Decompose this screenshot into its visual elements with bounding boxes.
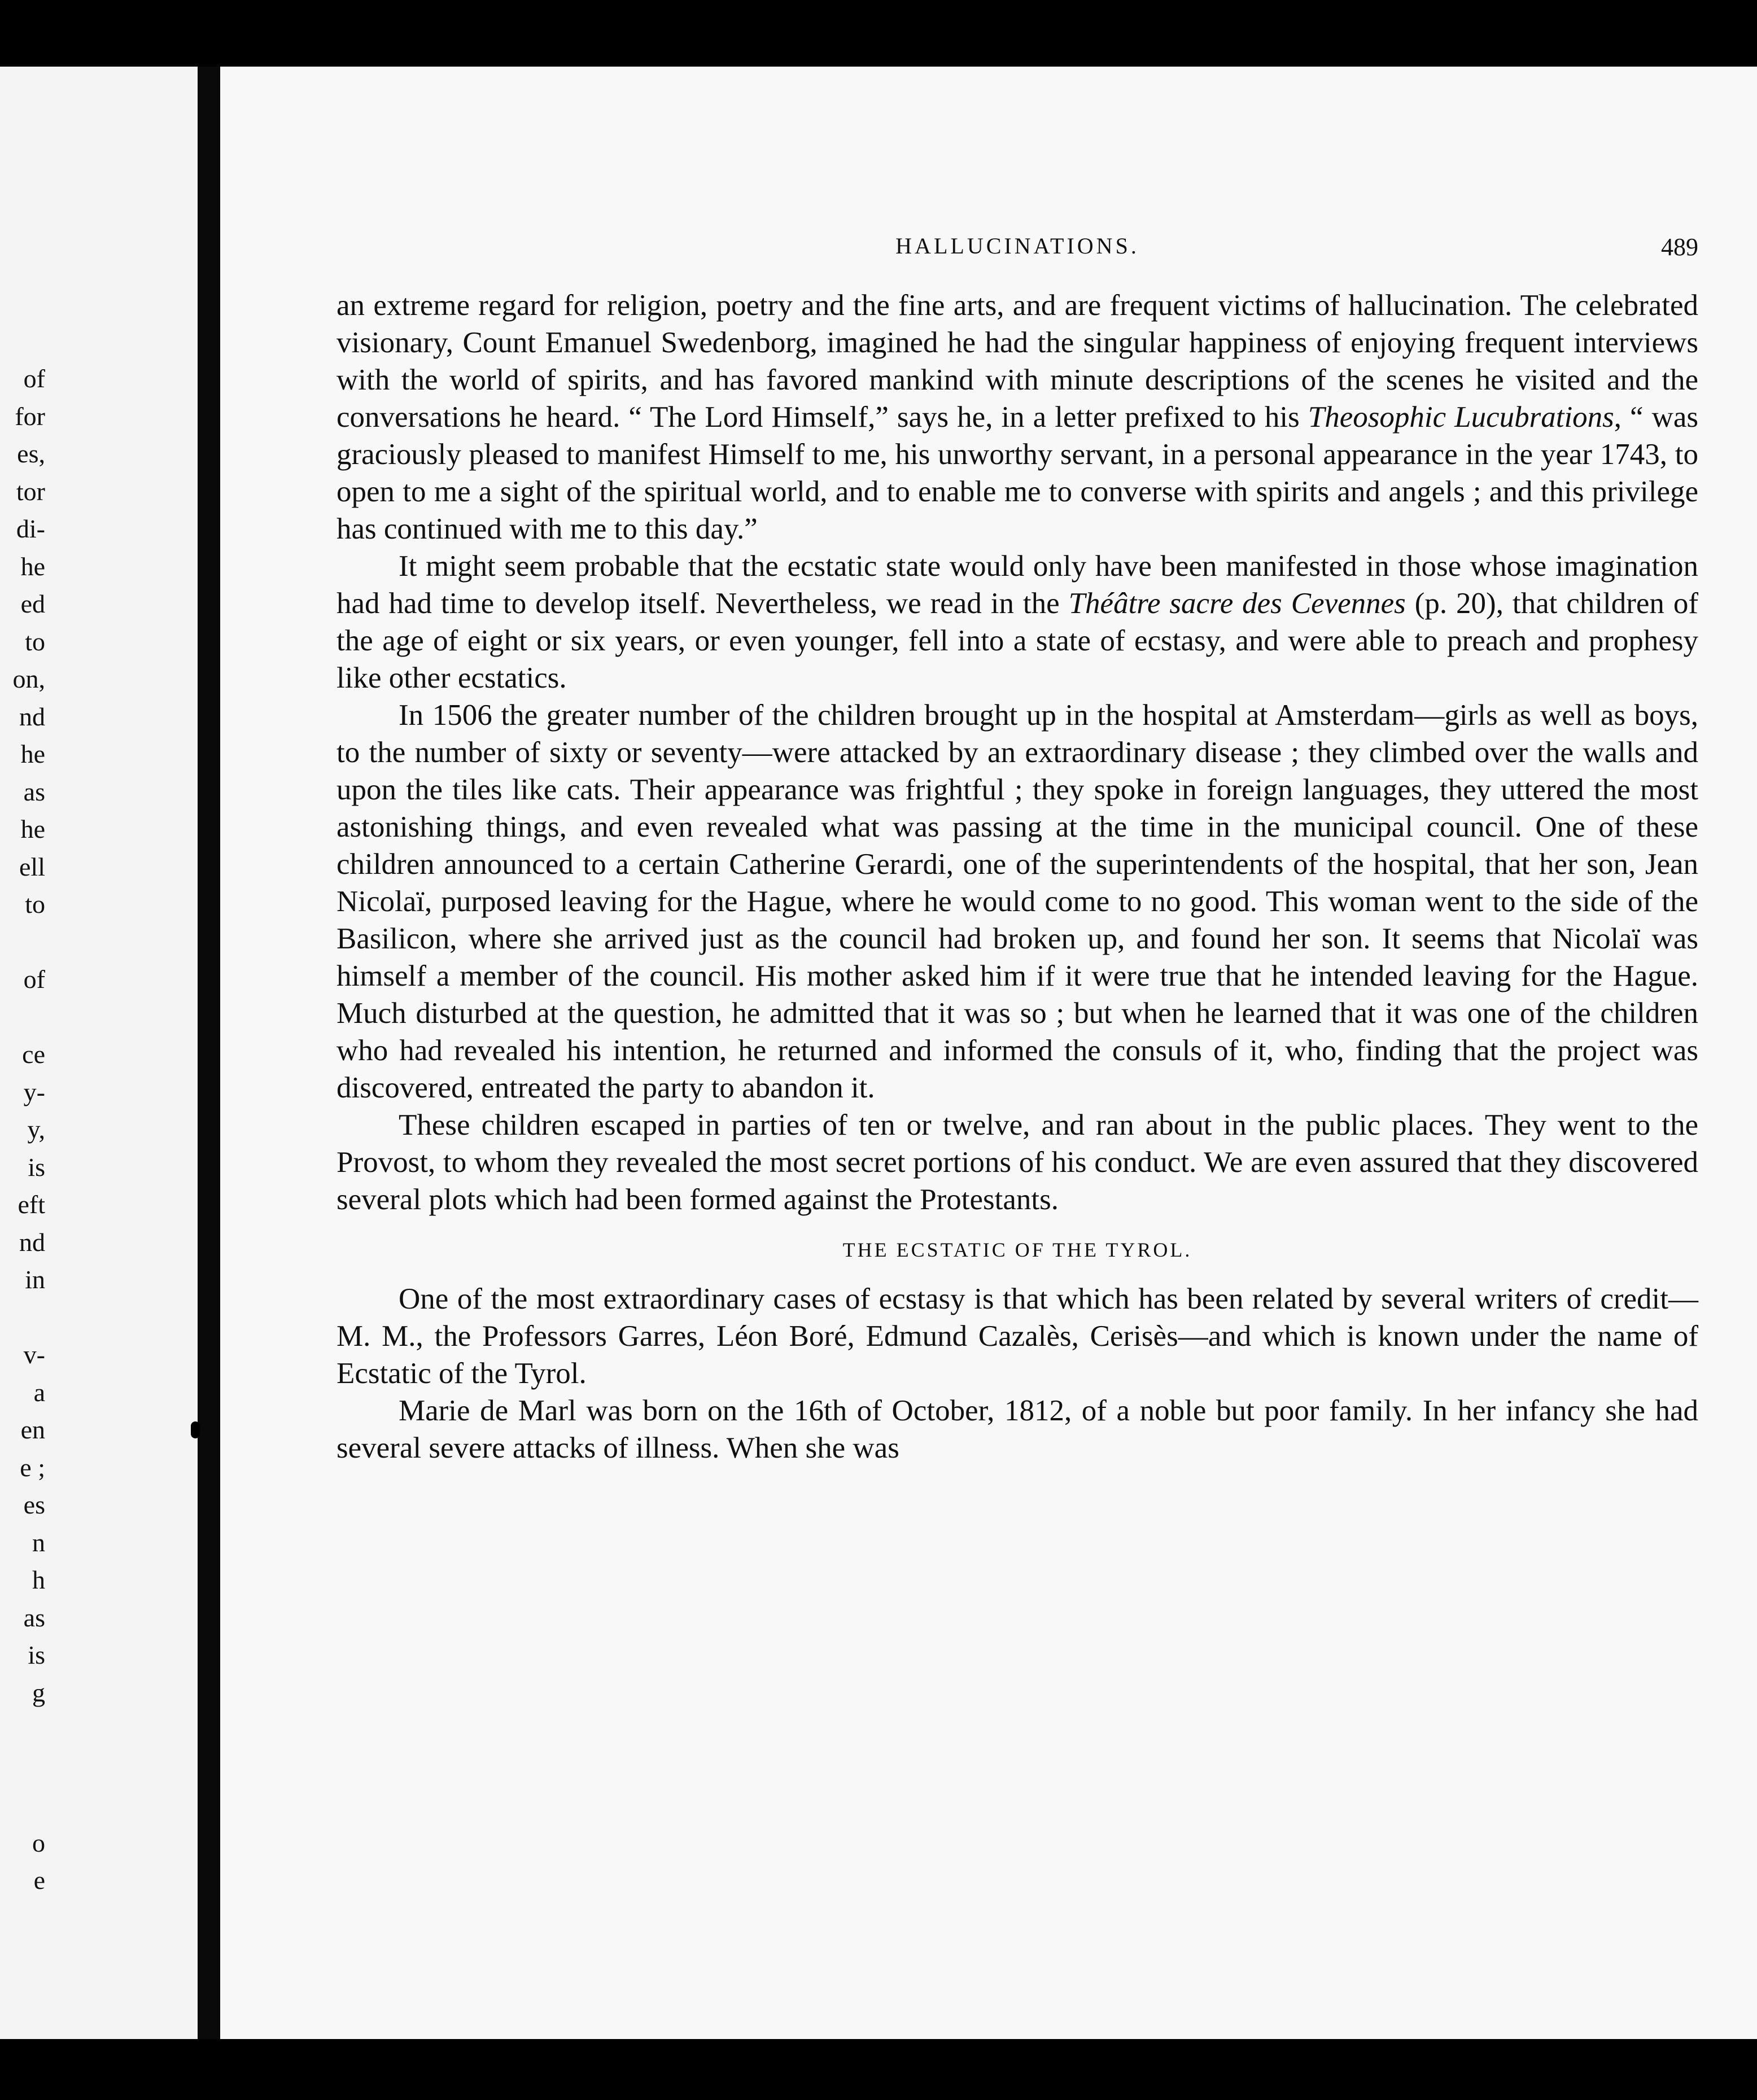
book-spine xyxy=(198,67,220,2039)
book-title: Theosophic Lucubrations xyxy=(1308,401,1614,434)
facing-page-fragment: e ; xyxy=(20,1453,45,1482)
facing-page-fragment: di- xyxy=(16,514,45,543)
page-number: 489 xyxy=(1661,233,1698,261)
facing-page-fragment: he xyxy=(20,740,45,768)
facing-page-fragment: h xyxy=(32,1565,45,1594)
facing-page-fragment: g xyxy=(32,1678,45,1707)
section-heading: THE ECSTATIC OF THE TYROL. xyxy=(842,1239,1192,1261)
text-run: , “ was graciously pleased to manifest Himself to me, his unworthy servant, in a personal appearance in the year 1743, to open to me a sight of the spiritual world, and to enable me to converse with spirits and angels ; and this privilege has continued with me to this day.” xyxy=(336,401,1698,545)
text-run: (p. 20), that children of the age of eight or six years, or even younger, fell into a state of ecstasy, and were able to preach and prophesy like other ecstatics. xyxy=(336,587,1698,694)
facing-page-fragment: es xyxy=(23,1490,45,1519)
facing-page-fragment: to xyxy=(25,627,45,656)
facing-page-fragment: ell xyxy=(19,852,45,881)
ink-blot xyxy=(191,1421,200,1438)
facing-page-fragment: of xyxy=(23,364,45,393)
facing-page-fragment: en xyxy=(20,1415,45,1444)
book-title: Théâtre sacre des Cevennes xyxy=(1068,587,1406,620)
page xyxy=(220,67,1757,2039)
facing-page-fragment: ce xyxy=(22,1040,45,1069)
facing-page-fragment: es, xyxy=(17,439,45,468)
facing-page-fragment: of xyxy=(23,965,45,994)
facing-page-fragment: is xyxy=(28,1152,45,1182)
facing-page-fragment: eft xyxy=(18,1190,45,1219)
facing-page-fragment: nd xyxy=(19,702,45,731)
facing-page-fragment: y- xyxy=(23,1077,45,1106)
facing-page-fragment: v- xyxy=(23,1340,45,1369)
paragraph: Marie de Marl was born on the 16th of October, 1812, of a noble but poor family. In her infancy she had several severe attacks of illness. When she was xyxy=(336,1394,1698,1464)
facing-page-fragment: as xyxy=(23,777,45,806)
body-text xyxy=(336,287,1698,1467)
facing-page-fragment: as xyxy=(23,1603,45,1632)
running-title: HALLUCINATIONS. xyxy=(895,233,1139,259)
facing-page-fragment: on, xyxy=(12,664,45,693)
facing-page-fragment: nd xyxy=(19,1227,45,1257)
facing-page-fragment: for xyxy=(15,401,45,431)
page-header xyxy=(336,233,1698,266)
facing-page-fragment: n xyxy=(32,1528,45,1557)
paragraph: In 1506 the greater number of the children brought up in the hospital at Amsterdam—girls as well as boys, to the number of sixty or seventy—were attacked by an extraordinary disease ; they climbed over the walls and upon the tiles like cats. Their appearance was frightful ; they spoke in foreign languages, they uttered the most astonishing things, and even revealed what was passing at the time in the municipal council. One of these children announced to a certain Catherine Gerardi, one of the superintendents of the hospital, that her son, Jean Nicolaï, purposed leaving for the Hague, where he would come to no good. This woman went to the side of the Basilicon, where she arrived just as the council had broken up, and found her son. It seems that Nicolaï was himself a member of the council. His mother asked him if it were true that he intended leaving for the Hague. Much disturbed at the question, he admitted that it was so ; but when he learned that it was one of the children who had revealed his intention, he returned and informed the consuls of it, who, finding that the project was discovered, entreated the party to abandon it. xyxy=(336,699,1698,1104)
facing-page-fragment: in xyxy=(25,1265,45,1294)
paragraph xyxy=(336,548,1698,697)
facing-page-fragment: is xyxy=(28,1640,45,1669)
paragraph: These children escaped in parties of ten or twelve, and ran about in the public places. They went to the Provost, to whom they revealed the most secret portions of his conduct. We are even assured that they discovered several plots which had been formed against the Protestants. xyxy=(336,1109,1698,1216)
facing-page-fragment: he xyxy=(20,815,45,843)
facing-page-fragment: o xyxy=(32,1828,45,1857)
facing-page-fragment: e xyxy=(33,1866,45,1895)
facing-page-fragment: he xyxy=(20,552,45,581)
facing-page-fragment: to xyxy=(25,890,45,918)
paragraph xyxy=(336,287,1698,548)
facing-page-fragment: tor xyxy=(16,476,45,506)
paragraph: One of the most extraordinary cases of ecstasy is that which has been related by several writers of credit—M. M., the Professors Garres, Léon Boré, Edmund Cazalès, Cerisès—and which is known under the name of Ecstatic of the Tyrol. xyxy=(336,1283,1698,1390)
facing-page xyxy=(0,67,198,2039)
facing-page-fragment: a xyxy=(33,1377,45,1407)
facing-page-fragment: ed xyxy=(20,589,45,618)
text-run: an extreme regard for religion, poetry and the fine arts, and are frequent victims of hallucination. The celebrated visionary, Count Emanuel Swedenborg, imagined he had the singular happiness of enjoying frequent interviews with the world of spirits, and has favored mankind with minute descriptions of the scenes he visited and the conversations he heard. “ The Lord Himself,” says he, in a letter prefixed to his xyxy=(336,289,1698,434)
text-run: It might seem probable that the ecstatic state would only have been manifested in those whose imagination had had time to develop itself. Nevertheless, we read in the xyxy=(336,550,1698,620)
facing-page-fragment: y, xyxy=(27,1115,45,1144)
